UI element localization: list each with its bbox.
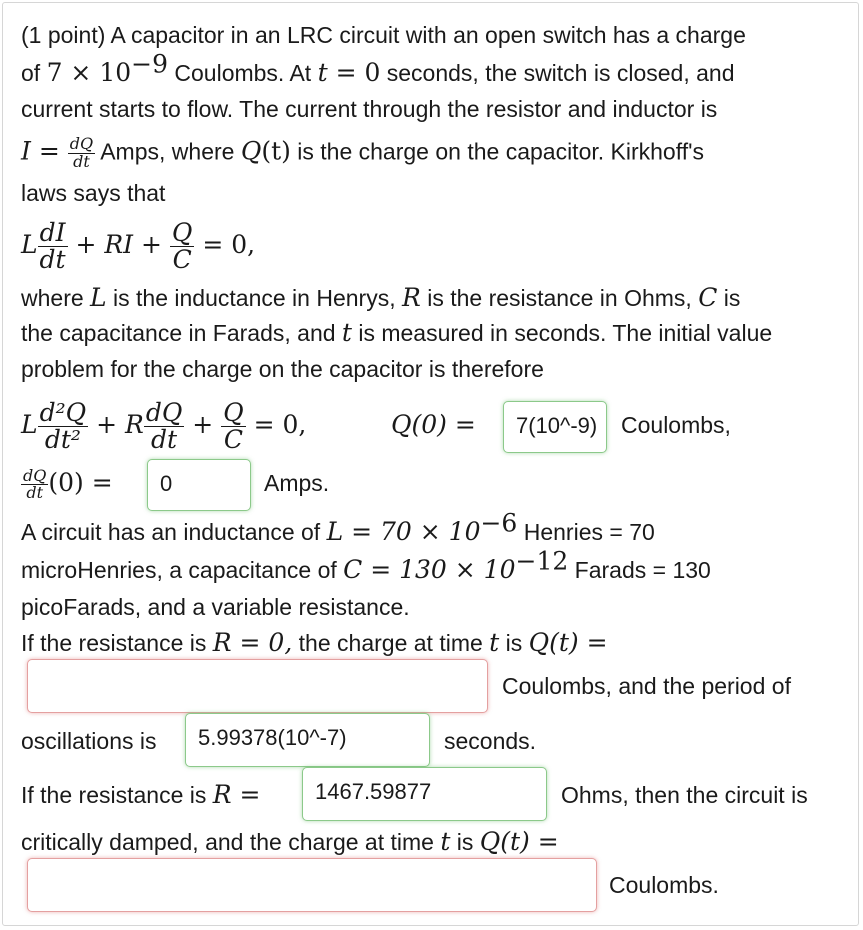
- problem-line-14: microHenries, a capacitance of $C = 130 \times 10^{-12}$ Farads = 130: [21, 546, 711, 584]
- period-label: oscillations is: [21, 728, 157, 754]
- charge-undamped-input[interactable]: [27, 659, 488, 713]
- current-fraction: $\frac{dQ}{dt}$: [69, 134, 94, 171]
- ivp-equation: L $\frac{\text{d²Q}}{\text{dt²}}$ + R $\frac{dQ}{dt}$ + $\frac{Q}{C}$ = 0,: [21, 398, 307, 455]
- critical-resistance-input[interactable]: 1467.59877: [302, 767, 547, 821]
- dq0-unit: Amps.: [264, 470, 330, 496]
- kirchhoff-equation: L $\frac{dI}{dt}$ + RI + $\frac{Q}{C}$ = 0,: [21, 218, 256, 275]
- q0-input[interactable]: 7(10^-9): [503, 401, 607, 453]
- period-input[interactable]: 5.99378(10^-7): [185, 713, 430, 767]
- dq0-label: $\frac{dQ}{dt}$ (0) =: [23, 465, 113, 503]
- dq0-input[interactable]: 0: [147, 459, 251, 511]
- period-unit: seconds.: [444, 728, 537, 754]
- problem-card: [2, 2, 859, 926]
- q0-unit: Coulombs,: [621, 412, 731, 438]
- problem-line-13: A circuit has an inductance of $L = 70 \times 10^{-6}$ Henries = 70: [21, 508, 655, 546]
- q0-label: Q(0) =: [391, 410, 476, 439]
- problem-line-4: I = $\frac{dQ}{dt}$ Amps, where Q(t) is the charge on the capacitor. Kirkhoff's: [21, 134, 704, 171]
- problem-line-20: critically damped, and the charge at time t is Q(t) =: [21, 827, 559, 856]
- charge-critical-unit: Coulombs.: [609, 872, 719, 898]
- charge-critical-input[interactable]: [27, 858, 597, 912]
- problem-line-9: problem for the charge on the capacitor is therefore: [21, 356, 544, 382]
- critical-resistance-unit: Ohms, then the circuit is: [561, 782, 808, 808]
- problem-line-7: where L is the inductance in Henrys, R is the resistance in Ohms, C is: [21, 283, 741, 312]
- charge-undamped-unit: Coulombs, and the period of: [502, 673, 791, 699]
- problem-line-8: the capacitance in Farads, and t is measured in seconds. The initial value: [21, 318, 773, 347]
- problem-line-1: (1 point) A capacitor in an LRC circuit with an open switch has a charge: [21, 22, 746, 48]
- problem-line-3: current starts to flow. The current through the resistor and inductor is: [21, 96, 718, 122]
- critical-resistance-label: If the resistance is R =: [21, 780, 261, 809]
- problem-line-16: If the resistance is R = 0, the charge at time t is Q(t) =: [21, 628, 608, 657]
- problem-line-15: picoFarads, and a variable resistance.: [21, 594, 410, 620]
- problem-line-5: laws says that: [21, 180, 166, 206]
- problem-line-2: of $7 \times 10^{-9}$ Coulombs. At t = 0 seconds, the switch is closed, and: [21, 49, 735, 87]
